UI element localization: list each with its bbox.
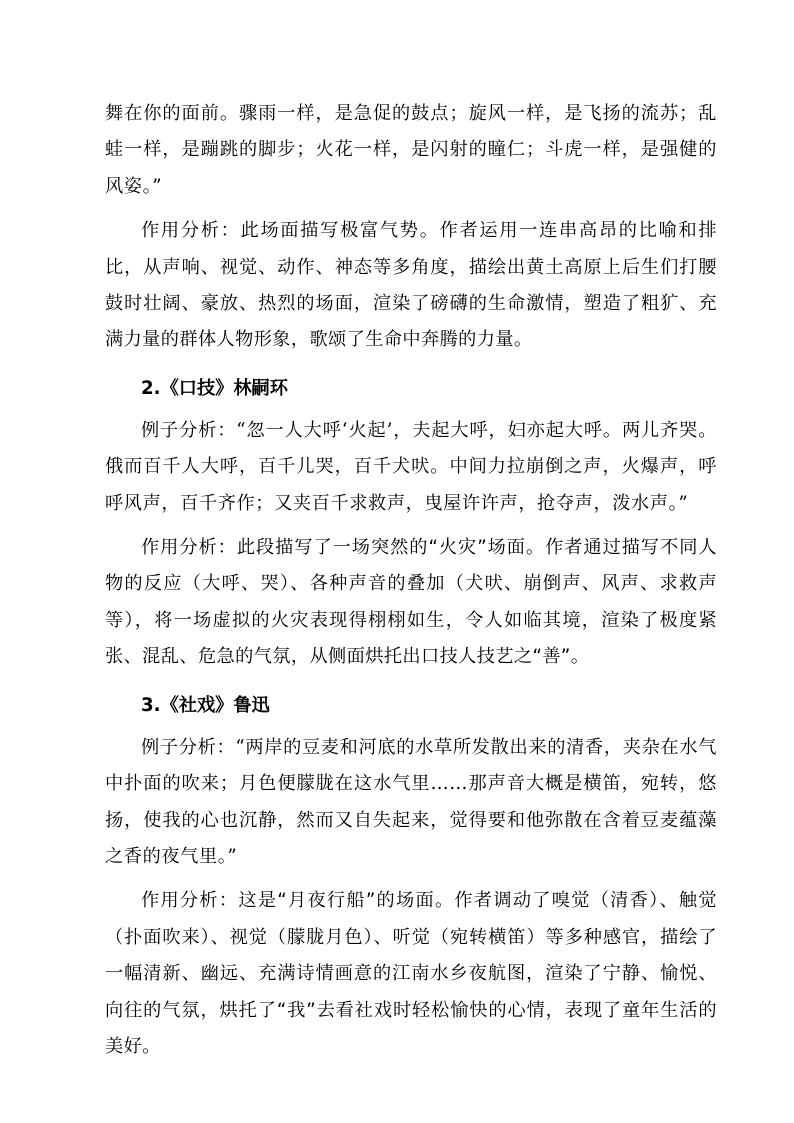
section2-heading: 2.《口技》林嗣环 — [141, 377, 288, 399]
spacer — [105, 522, 717, 530]
section3-effect-analysis: 作用分析：这是“月夜行船”的场面。作者调动了嗅觉（清香）、触觉（扑面吹来）、视觉（朦胧月色）、听觉（宛转横笛）等多种感官，描绘了一幅清新、幽远、充满诗情画意的江南水乡夜航图，渲染了宁静、愉悦、向往的气氛，烘托了“我”去看社戏时轻松愉快的心情，表现了童年生活的美好。 — [105, 890, 717, 1057]
section3-heading: 3.《社戏》鲁迅 — [141, 694, 270, 716]
spacer — [105, 676, 717, 684]
section1-example-continuation: 舞在你的面前。骤雨一样，是急促的鼓点；旋风一样，是飞扬的流苏；乱蛙一样，是蹦跳的脚步；火花一样，是闪射的瞳仁；斗虎一样，是强健的风姿。” — [105, 103, 717, 197]
document-body — [105, 96, 717, 1065]
section2-effect-analysis: 作用分析：此段描写了一场突然的“火灾”场面。作者通过描写不同人物的反应（大呼、哭）、各种声音的叠加（犬吠、崩倒声、风声、求救声等），将一场虚拟的火灾表现得栩栩如生，令人如临其境，渲染了极度紧张、混乱、危急的气氛，从侧面烘托出口技人技艺之“善”。 — [105, 537, 717, 668]
spacer — [105, 205, 717, 213]
section2-example-analysis: 例子分析：“忽一人大呼‘火起’，夫起大呼，妇亦起大呼。两儿齐哭。俄而百千人大呼，百千儿哭，百千犬吠。中间力拉崩倒之声，火爆声，呼呼风声，百千齐作；又夹百千求救声，曳屋许许声，抢夺声，泼水声。” — [105, 419, 717, 514]
section3-example-analysis: 例子分析：“两岸的豆麦和河底的水草所发散出来的清香，夹杂在水气中扑面的吹来；月色便朦胧在这水气里……那声音大概是横笛，宛转，悠扬，使我的心也沉静，然而又自失起来，觉得要和他弥散在含着豆麦蕴藻之香的夜气里。” — [105, 736, 717, 867]
spacer — [105, 359, 717, 367]
section1-effect-analysis: 作用分析：此场面描写极富气势。作者运用一连串高昂的比喻和排比，从声响、视觉、动作、神态等多角度，描绘出黄土高原上后生们打腰鼓时壮阔、豪放、热烈的场面，渲染了磅礴的生命激情，塑造了粗犷、充满力量的群体人物形象，歌颂了生命中奔腾的力量。 — [105, 220, 717, 351]
spacer — [105, 875, 717, 883]
